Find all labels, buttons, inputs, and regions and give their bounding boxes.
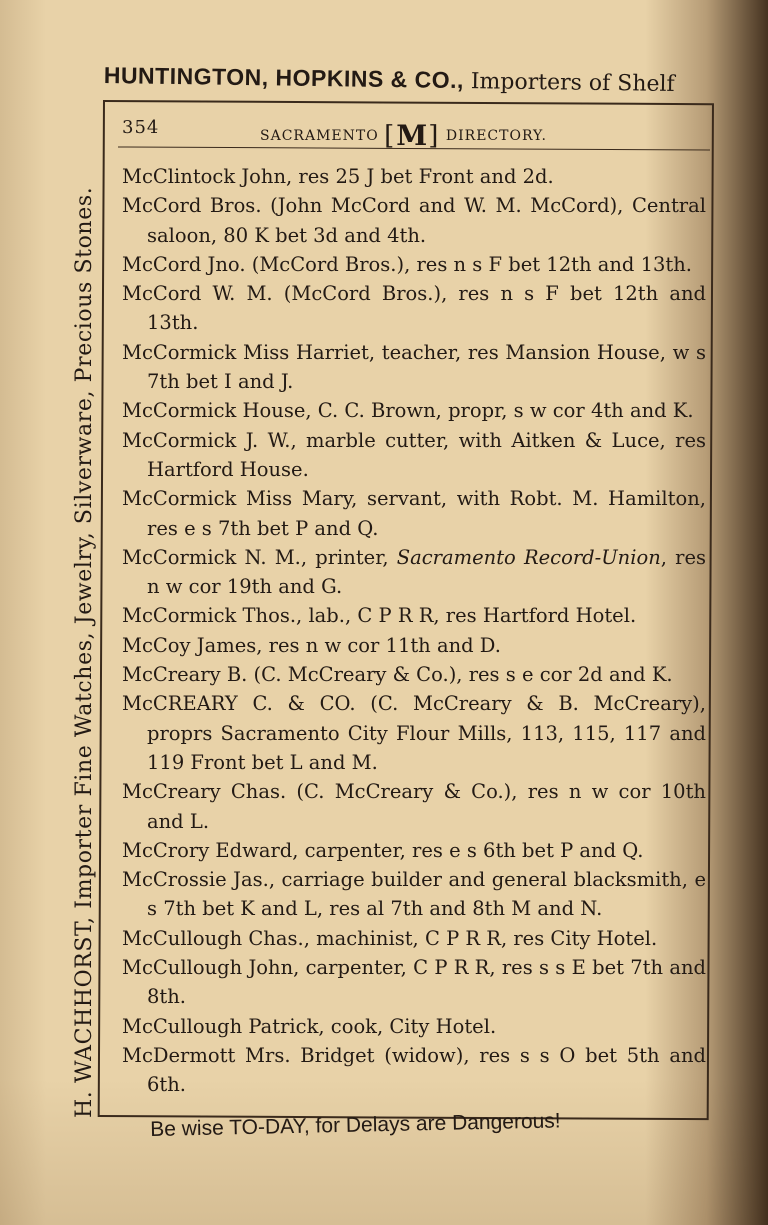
running-title-directory: DIRECTORY. [445, 128, 547, 144]
page-number: 354 [122, 117, 160, 138]
directory-entry: McCormick House, C. C. Brown, propr, s w cor 4th and K. [122, 399, 694, 423]
directory-entry: McCreary B. (C. McCreary & Co.), res s e cor 2d and K. [122, 663, 673, 687]
directory-entry: McCrossie Jas., carriage builder and general blacksmith, e s 7th bet K and L, res al 7th and 8th M and N. [122, 868, 706, 921]
directory-entry: McCullough Patrick, cook, City Hotel. [122, 1014, 497, 1038]
top-advertisement-header [104, 62, 744, 98]
directory-entry: McCord Bros. (John McCord and W. M. McCord), Central saloon, 80 K bet 3d and 4th. [122, 194, 706, 247]
newspaper-name: Sacramento Record-Union [396, 545, 661, 569]
section-letter: M [396, 119, 429, 152]
directory-entry: McCormick N. M., printer, Sacramento Record-Union, res n w cor 19th and G. [122, 545, 707, 599]
header-firm-name: HUNTINGTON, HOPKINS & CO., [103, 62, 465, 94]
directory-entries [122, 162, 706, 1100]
directory-entry: McCord W. M. (McCord Bros.), res n s F bet 12th and 13th. [122, 282, 706, 335]
directory-entry: McCormick Thos., lab., C P R R, res Hartford Hotel. [122, 604, 637, 628]
bracket-open: [ [384, 121, 397, 151]
directory-entry: McCrory Edward, carpenter, res e s 6th bet P and Q. [122, 838, 644, 862]
directory-entry: McCullough Chas., machinist, C P R R, res City Hotel. [122, 926, 658, 950]
running-title-city: SACRAMENTO [260, 128, 379, 144]
bracket-close: ] [428, 121, 441, 151]
running-head [122, 114, 702, 152]
header-importers-text: Importers of Shelf [470, 69, 675, 97]
directory-entry: McClintock John, res 25 J bet Front and 2d. [122, 165, 554, 188]
directory-entry: McCreary Chas. (C. McCreary & Co.), res n w cor 10th and L. [122, 780, 706, 833]
footer-advertisement: Be wise TO-DAY, for Delays are Dangerous! [150, 1109, 561, 1141]
directory-entry: McCormick J. W., marble cutter, with Aitken & Luce, res Hartford House. [122, 428, 706, 481]
directory-entry: McCREARY C. & CO. (C. McCreary & B. McCreary), proprs Sacramento City Flour Mills, 113, 115, 117 and 119 Front bet L and M. [122, 692, 706, 774]
directory-entry: McCormick Miss Harriet, teacher, res Mansion House, w s 7th bet I and J. [122, 340, 706, 394]
directory-entry: McCord Jno. (McCord Bros.), res n s F bet 12th and 13th. [122, 252, 692, 276]
side-advertisement: H. WACHHORST, Importer Fine Watches, Jewelry, Silverware, Precious Stones. [72, 186, 97, 1118]
directory-entry: McCormick Miss Mary, servant, with Robt. M. Hamilton, res e s 7th bet P and Q. [122, 487, 706, 540]
directory-entry: McCoy James, res n w cor 11th and D. [122, 633, 501, 657]
directory-entry: McCullough John, carpenter, C P R R, res s s E bet 7th and 8th. [122, 956, 706, 1009]
directory-entry: McDermott Mrs. Bridget (widow), res s s O bet 5th and 6th. [122, 1043, 706, 1097]
